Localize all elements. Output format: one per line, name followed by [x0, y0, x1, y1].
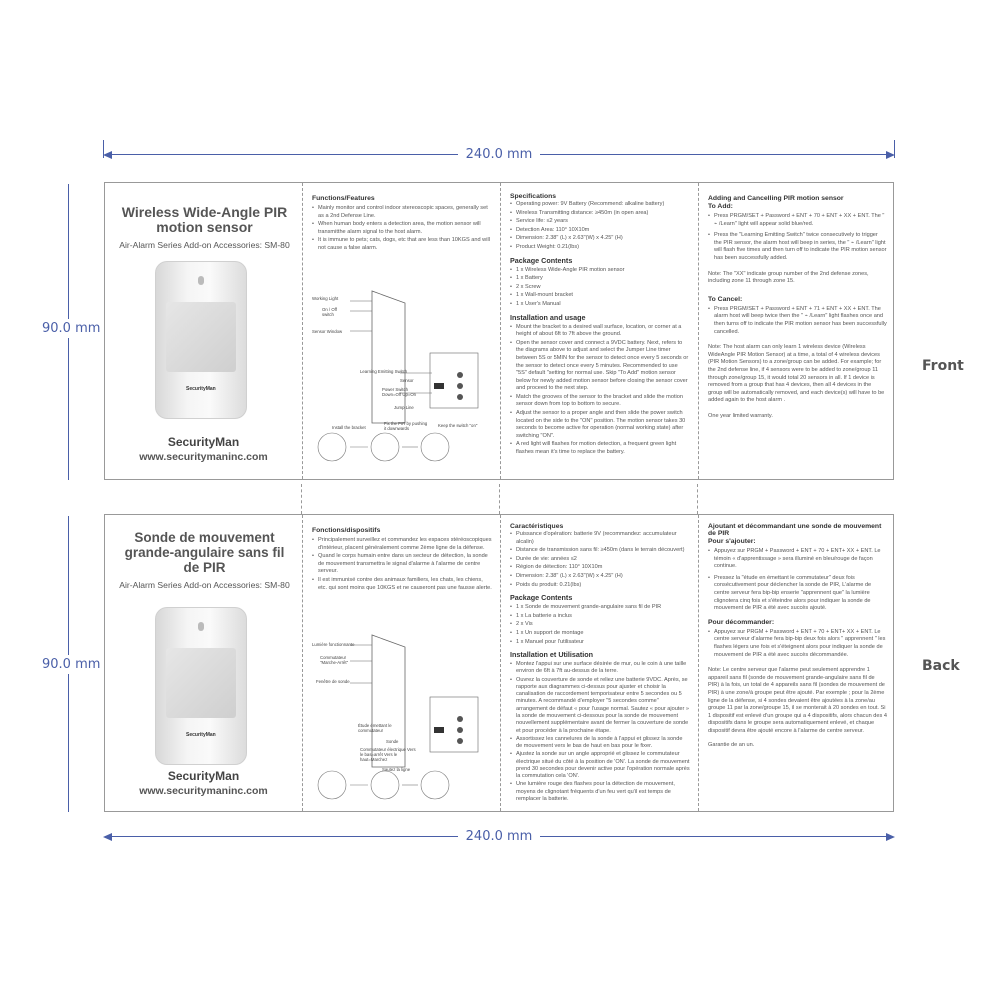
cover-column — [105, 183, 302, 479]
back-label: Back — [922, 658, 960, 674]
list-item: • 1 x Wireless Wide-Angle PIR motion sensor — [510, 267, 690, 275]
label-power-switch: Power Switch Down=Off Up=On — [382, 387, 417, 397]
add-cancel-column — [698, 183, 895, 479]
list-item: • Une lumière rouge des flashes pour la détection de mouvement, moyens de clignotant fréquents d'un feu vert qu'il est temps de remplacer la batterie. — [510, 781, 690, 803]
label-jump-line: Jump Line — [394, 405, 414, 410]
list-item: • Pressez la "étude en émettant le commutateur" deux fois consécutivement pour déclencher la sonde de PIR, L'alarme de centre serveur fera bip-bip enserie "apprennent que" la lumière clignotera cinq fois et s'éteindre alors pour indiquer la sonde de mouvement de PIR a été avec succès ajouté. — [708, 575, 887, 613]
label-onoff: Commutateur "Marche-Arrêt" — [320, 655, 349, 665]
lens-icon — [166, 302, 236, 372]
list-item: • Puissance d'opération: batterie 9V (recommandez: accumulateur alcalin) — [510, 531, 690, 546]
fold-mark — [499, 484, 500, 514]
list-item: • 1 x Wall-mount bracket — [510, 292, 690, 300]
list-item: • Operating power: 9V Battery (Recommend: alkaline battery) — [510, 201, 690, 209]
label-install-bracket: Install the bracket — [332, 425, 366, 430]
list-item: • 1 x Manuel pour l'utilisateur — [510, 639, 690, 647]
list-item: • 2 x Vis — [510, 621, 690, 629]
width-label: 240.0 mm — [458, 147, 541, 162]
warranty-text: One year limited warranty. — [708, 412, 773, 419]
list-item: • Wireless Transmitting distance: ≥450m (in open area) — [510, 210, 690, 218]
website-url: www.securitymaninc.com — [139, 451, 268, 463]
to-cancel-heading: To Cancel: — [708, 295, 743, 303]
to-add-heading: Pour s'ajouter: — [708, 538, 756, 545]
list-item: • Service life: ≤2 years — [510, 218, 690, 226]
add-cancel-heading: Adding and Cancelling PIR motion sensor — [708, 195, 844, 202]
website-url: www.securitymaninc.com — [139, 785, 268, 797]
list-item: • Product Weight: 0.21(lbs) — [510, 244, 690, 252]
installation-diagram — [310, 627, 495, 807]
dim-tick — [103, 140, 104, 158]
list-item: • Mount the bracket to a desired wall surface, location, or corner at a height of about 6ft to 7ft above the ground. — [510, 324, 690, 339]
list-item: • Il est immunisé contre des animaux familiers, les chats, les chiens, etc. qui sont moins que 10KGS et ne causeront pas une fausse alerte. — [312, 577, 492, 592]
list-item: • Principalement surveillez et commandez les espaces stéréoscopiques d'intérieur, placent généralement comme 2ème ligne de la défense. — [312, 537, 492, 552]
list-item: • It is immune to pets; cats, dogs, etc that are less than 10KGS and will not cause a false alarm. — [312, 237, 492, 252]
specifications-column — [500, 183, 698, 479]
product-subtitle: Air-Alarm Series Add-on Accessories: SM-80 — [119, 579, 290, 590]
list-item: • Région de détection: 110° 10X10m — [510, 564, 690, 572]
install-heading: Installation et Utilisation — [510, 650, 594, 660]
list-item: • 2 x Screw — [510, 284, 690, 292]
cancel-list — [708, 306, 887, 336]
label-learning-switch: Étude émettant le commutateur — [358, 723, 392, 733]
arrow-left-icon — [103, 833, 112, 841]
list-item: • Durée de vie: années ≤2 — [510, 556, 690, 564]
brand-logo: SecurityMan — [167, 769, 240, 783]
list-item: • 1 x Un support de montage — [510, 630, 690, 638]
note-host-alarm: Note: Le centre serveur que l'alarme peut seulement apprendre 1 appareil sans fil (sonde de mouvement grande-angulaire sans fil de PIR) à la fois, un total de 4 appareils sans fil (sondes de mouvement de PIR) à une zone/à groupe peut être ajouté. Par exemple ; pour la 2ème ligne de la défense, si 4 sondes devaient être ajoutées à la zone/au groupe 11 par la zone/groupe 15, il se monterait à 20 sondes en tout. Si 1 dispositif est enlevé d'un groupe qui a 4 dispositifs, alors chacun des 4 dispositifs dans le groupe sera automatiquement enlevé, et chaque dispositif devra être ajouté encore à l'alarme de centre serveur. — [708, 667, 887, 734]
list-item: • Press the "Learning Emitting Switch" twice consecutively to trigger the PIR sensor, the alarm host will beep in series, the " ⌁ /Learn" light will flash five times and then turn off to indicate the PIR motion sensor has been successfully added. — [708, 232, 887, 262]
product-subtitle: Air-Alarm Series Add-on Accessories: SM-80 — [119, 239, 290, 250]
cancel-list — [708, 629, 887, 659]
width-label: 240.0 mm — [458, 829, 541, 844]
features-list — [312, 205, 492, 253]
fold-mark — [697, 484, 698, 514]
width-dimension-bottom — [103, 829, 895, 844]
label-sensor: Sonde — [386, 739, 399, 744]
package-list — [510, 267, 690, 309]
list-item: • Appuyez sur PRGM + Password + ENT + 70 + ENT+ XX + ENT. Le centre serveur d'alarme fera bip-bip deux fois alors " apprennent " les flashes légers une fois et s'éteignent alors pour indiquer la sonde de mouvement de PIR a été avec succès décommandée. — [708, 629, 887, 659]
spec-list — [510, 201, 690, 252]
sensor-image — [155, 261, 247, 419]
sensor-brand-label: SecurityMan — [186, 386, 216, 392]
list-item: • 1 x La batterie a inclus — [510, 613, 690, 621]
list-item: • Appuyez sur PRGM + Password + ENT + 70 + ENT+ XX + ENT. Le témoin « d'apprentissage » sera illuminé en bleu/rouge de façon continue. — [708, 548, 887, 571]
height-label-back: 90.0 mm — [42, 657, 101, 672]
to-cancel-heading: Pour décommander: — [708, 618, 775, 626]
arrow-right-icon — [886, 833, 895, 841]
list-item: • 1 x Sonde de mouvement grande-angulaire sans fil de PIR — [510, 604, 690, 612]
note-group-number: Note: The "XX" indicate group number of the 2nd defense zones, including zone 11 through zone 15. — [708, 270, 869, 285]
features-heading: Fonctions/dispositifs — [312, 527, 381, 534]
install-list — [510, 661, 690, 803]
package-heading: Package Contents — [510, 255, 573, 265]
label-sensor-window: Fenêtre de sonde — [316, 679, 350, 684]
features-heading: Functions/Features — [312, 195, 375, 202]
spec-heading: Specifications — [510, 193, 557, 200]
list-item: • Press PRGM/SET + Password + ENT + 71 + ENT + XX + ENT. The alarm host will beep twice then the " ⌁ /Learn" light flashes once and then turns off to indicate the PIR motion sensor has been successfully cancelled. — [708, 306, 887, 336]
led-icon — [198, 622, 204, 631]
add-list — [708, 548, 887, 613]
sensor-brand-label: SecurityMan — [186, 732, 216, 738]
list-item: • Ajustez la sonde sur un angle approprié et glissez le commutateur électrique situé du côté à la position de 'ON'. La sonde de mouvement prend 30 secondes pour devenir active pour l'opération normale après la commutation cela 'ON'. — [510, 751, 690, 780]
front-panel — [104, 182, 894, 480]
product-title: Sonde de mouvement grande-angulaire sans fil de PIR — [124, 530, 285, 575]
fold-mark — [301, 484, 302, 514]
spec-list — [510, 531, 690, 589]
package-list — [510, 604, 690, 646]
label-keep-switch: Keep the switch "on" — [438, 423, 478, 428]
label-working-light: Lumière fonctionnante — [312, 642, 355, 647]
label-sensor-window: Sensor Window — [312, 329, 343, 334]
list-item: • Adjust the sensor to a proper angle and then slide the power switch located on the side to the "ON" position. The motion sensor takes 30 seconds to become active for operation (normal working state) after switching "ON". — [510, 410, 690, 440]
add-cancel-column — [698, 515, 895, 811]
label-power-switch: Commutateur électrique Vers le bas=arrêt Vers le haut=Marchez — [360, 747, 416, 762]
label-fix-pir: Fix the PIR by pushing it downwards — [384, 421, 428, 431]
label-onoff: On / Off switch — [322, 307, 337, 317]
lens-icon — [166, 648, 236, 718]
arrow-left-icon — [103, 151, 112, 159]
list-item: • Open the sensor cover and connect a 9VDC battery. Next, refers to the diagrams above to adjust and select the Jumper Line timer between 5S or 5MIN for the sensor to detect once every 5 seconds or the sensor to detect once every 5 minutes. Recommended to use "5S" default "setting for normal use. Skip "To Add" motion sensor below for newly added motion sensor before closing the sensor cover and proceed to the next step. — [510, 340, 690, 393]
features-list — [312, 537, 492, 592]
back-panel — [104, 514, 894, 812]
spec-heading: Caractéristiques — [510, 523, 564, 530]
list-item: • Assortissez les cannelures de la sonde à l'appui et glissez la sonde de mouvement vers le bas de haut en bas pour le fixer. — [510, 736, 690, 751]
list-item: • Quand le corps humain entre dans un secteur de détection, la sonde de mouvement transmettra le signal d'alarme à l'alarme de centre serveur. — [312, 553, 492, 576]
list-item: • Poids du produit: 0.21(lbs) — [510, 582, 690, 590]
list-item: • Ouvrez la couverture de sonde et reliez une batterie 9VDC. Après, se rapporte aux diagrammes ci-dessus pour ajuster et choisir la canalisation de raccordement temporisateur entre 5 secondes ou 5 minutes. A recommandé d'employer "5 secondes comme" arrangement de défaut « pour l'usage normal. Sautez « pour ajouter » la sonde de mouvement ci-dessous pour la sonde de mouvement nouvellement supplémentaire avant de fermer la couverture de sonde et pour procéder à la prochaine étape. — [510, 677, 690, 735]
specifications-column — [500, 515, 698, 811]
height-label-front: 90.0 mm — [42, 321, 101, 336]
label-working-light: Working Light — [312, 296, 339, 301]
install-list — [510, 324, 690, 457]
list-item: • Distance de transmission sans fil: ≥450m (dans le terrain découvert) — [510, 547, 690, 555]
product-title: Wireless Wide-Angle PIR motion sensor — [121, 204, 288, 236]
install-heading: Installation and usage — [510, 312, 586, 322]
brand-logo: SecurityMan — [167, 435, 240, 449]
list-item: • Montez l'appui sur une surface désirée de mur, ou le coin à une taille environ de 6ft à 7ft au-dessus de la terre. — [510, 661, 690, 676]
label-learning-switch: Learning Emitting Switch — [360, 369, 408, 374]
list-item: • Press PRGM/SET + Password + ENT + 70 + ENT + XX + ENT. The " ⌁ /Learn" light will appear solid blue/red. — [708, 213, 887, 228]
to-add-heading: To Add: — [708, 203, 733, 210]
list-item: • A red light will flashes for motion detection, a frequent green light flashes mean it's time to replace the battery. — [510, 441, 690, 456]
list-item: • Dimension: 2.38" (L) x 2.63"(W) x 4.25" (H) — [510, 235, 690, 243]
dim-tick — [894, 140, 895, 158]
list-item: • Detection Area: 110° 10X10m — [510, 227, 690, 235]
warranty-text: Garantie de an un. — [708, 742, 755, 749]
list-item: • 1 x User's Manual — [510, 301, 690, 309]
list-item: • Dimension: 2.38" (L) x 2.63"(W) x 4.25" (H) — [510, 573, 690, 581]
features-column — [302, 183, 500, 479]
front-label: Front — [922, 358, 964, 374]
list-item: • When human body enters a detection area, the motion sensor will transmitthe alarm signal to the host alarm. — [312, 221, 492, 236]
note-host-alarm: Note: The host alarm can only learn 1 wireless device (Wireless WideAngle PIR Motion Sensor) at a time, a total of 4 wireless devices (PIR Motion Sensors) to a zone/group can be added. For example; for the 2nd defense line, if 4 sensors were to be added to zone/group 11 through zone/group 15, it would total 20 sensors in all. If 1 device is removed from a group that has 4 devices, then all 4 devices in the group will be automatically removed, and each device(s) will have to be added again to the host alarm . — [708, 344, 885, 404]
label-sensor: Sensor — [400, 378, 414, 383]
list-item: • Mainly monitor and control indoor stereoscopic spaces, generally set as a 2nd Defense Line. — [312, 205, 492, 220]
led-icon — [198, 276, 204, 285]
sensor-image — [155, 607, 247, 765]
list-item: • Match the grooves of the sensor to the bracket and slide the motion sensor down from top to bottom to secure. — [510, 394, 690, 409]
package-heading: Package Contents — [510, 593, 573, 603]
features-column — [302, 515, 500, 811]
label-jump-line: Sautez la ligne — [382, 767, 411, 772]
list-item: • 1 x Battery — [510, 275, 690, 283]
cover-column — [105, 515, 302, 811]
add-cancel-heading: Ajoutant et décommandant une sonde de mouvement de PIR — [708, 523, 882, 537]
width-dimension-top — [103, 147, 895, 162]
add-list — [708, 213, 887, 263]
